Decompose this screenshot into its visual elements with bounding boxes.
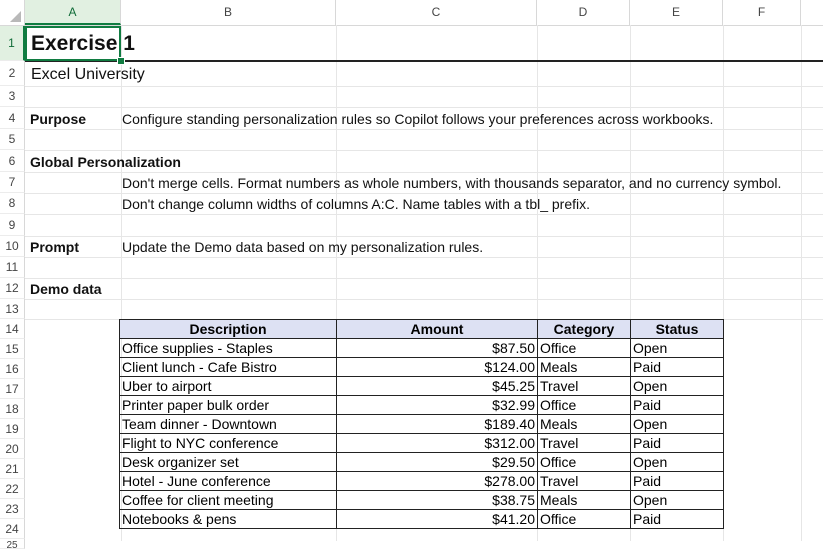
row-header-4[interactable]: 4 — [0, 107, 25, 129]
cell-description[interactable]: Team dinner - Downtown — [120, 415, 337, 434]
cell-description[interactable]: Notebooks & pens — [120, 510, 337, 529]
cell-description[interactable]: Office supplies - Staples — [120, 339, 337, 358]
gridline — [25, 107, 823, 108]
row-header-16[interactable]: 16 — [0, 359, 25, 379]
column-header-e[interactable]: E — [630, 0, 723, 25]
global-rule-line-2[interactable]: Don't change column widths of columns A:C. Name tables with a tbl_ prefix. — [122, 196, 591, 212]
active-cell-selection[interactable] — [25, 26, 121, 61]
column-header-a[interactable]: A — [25, 0, 121, 25]
cell-status[interactable]: Open — [631, 415, 724, 434]
header-amount[interactable]: Amount — [337, 320, 538, 339]
table-row — [120, 510, 724, 529]
cell-category[interactable]: Office — [538, 396, 631, 415]
cell-status[interactable]: Open — [631, 453, 724, 472]
gridline — [25, 129, 823, 130]
global-personalization-label[interactable]: Global Personalization — [30, 154, 181, 170]
cell-amount[interactable]: $32.99 — [337, 396, 538, 415]
column-header-b[interactable]: B — [121, 0, 336, 25]
row-header-20[interactable]: 20 — [0, 439, 25, 459]
cell-status[interactable]: Paid — [631, 358, 724, 377]
row-header-19[interactable]: 19 — [0, 419, 25, 439]
cell-category[interactable]: Meals — [538, 491, 631, 510]
cell-category[interactable]: Travel — [538, 434, 631, 453]
purpose-text[interactable]: Configure standing personalization rules so Copilot follows your preferences across workbooks. — [122, 111, 714, 127]
table-header-row — [120, 320, 724, 339]
cell-description[interactable]: Client lunch - Cafe Bistro — [120, 358, 337, 377]
gridline — [25, 172, 823, 173]
title-bottom-border — [25, 60, 823, 62]
gridline — [25, 193, 823, 194]
cell-description[interactable]: Hotel - June conference — [120, 472, 337, 491]
gridline — [25, 278, 823, 279]
cell-description[interactable]: Printer paper bulk order — [120, 396, 337, 415]
sheet-subtitle[interactable]: Excel University — [31, 66, 145, 83]
cell-status[interactable]: Paid — [631, 396, 724, 415]
cell-status[interactable]: Open — [631, 491, 724, 510]
sheet-title[interactable]: Exercise 1 — [31, 32, 135, 55]
cell-amount[interactable]: $87.50 — [337, 339, 538, 358]
table-row — [120, 453, 724, 472]
column-header-c[interactable]: C — [336, 0, 537, 25]
header-status[interactable]: Status — [631, 320, 724, 339]
prompt-label[interactable]: Prompt — [30, 239, 79, 255]
cell-category[interactable]: Travel — [538, 377, 631, 396]
demo-data-label[interactable]: Demo data — [30, 281, 102, 297]
cell-status[interactable]: Open — [631, 377, 724, 396]
column-header-d[interactable]: D — [537, 0, 630, 25]
gridline — [25, 214, 823, 215]
column-header-bar — [0, 0, 823, 26]
row-header-5[interactable]: 5 — [0, 129, 25, 150]
cell-category[interactable]: Travel — [538, 472, 631, 491]
cell-description[interactable]: Uber to airport — [120, 377, 337, 396]
select-all-button[interactable] — [0, 0, 25, 25]
row-header-1[interactable]: 1 — [0, 26, 25, 61]
row-header-25[interactable]: 25 — [0, 539, 25, 549]
gridline — [25, 236, 823, 237]
global-rule-line-1[interactable]: Don't merge cells. Format numbers as whole numbers, with thousands separator, and no currency symbol. — [122, 175, 782, 191]
row-header-23[interactable]: 23 — [0, 499, 25, 519]
gridline — [801, 25, 802, 541]
demo-data-table — [119, 319, 724, 529]
header-category[interactable]: Category — [538, 320, 631, 339]
prompt-text[interactable]: Update the Demo data based on my personalization rules. — [122, 239, 484, 255]
table-row — [120, 358, 724, 377]
row-header-7[interactable]: 7 — [0, 172, 25, 193]
cell-status[interactable]: Paid — [631, 472, 724, 491]
purpose-label[interactable]: Purpose — [30, 111, 87, 127]
row-header-9[interactable]: 9 — [0, 214, 25, 236]
row-header-18[interactable]: 18 — [0, 399, 25, 419]
cell-status[interactable]: Paid — [631, 510, 724, 529]
cell-status[interactable]: Paid — [631, 434, 724, 453]
cell-category[interactable]: Office — [538, 510, 631, 529]
cell-description[interactable]: Coffee for client meeting — [120, 491, 337, 510]
cell-category[interactable]: Office — [538, 453, 631, 472]
row-header-14[interactable]: 14 — [0, 319, 25, 339]
cell-amount[interactable]: $41.20 — [337, 510, 538, 529]
cell-status[interactable]: Open — [631, 339, 724, 358]
row-header-3[interactable]: 3 — [0, 86, 25, 107]
header-description[interactable]: Description — [120, 320, 337, 339]
row-header-2[interactable]: 2 — [0, 61, 25, 86]
row-header-21[interactable]: 21 — [0, 459, 25, 479]
row-header-11[interactable]: 11 — [0, 257, 25, 278]
column-header-f[interactable]: F — [723, 0, 801, 25]
cell-category[interactable]: Office — [538, 339, 631, 358]
gridline — [25, 299, 823, 300]
row-header-10[interactable]: 10 — [0, 236, 25, 257]
select-all-triangle-icon — [10, 11, 21, 22]
table-row — [120, 434, 724, 453]
row-header-13[interactable]: 13 — [0, 299, 25, 319]
table-row — [120, 377, 724, 396]
cell-amount[interactable]: $38.75 — [337, 491, 538, 510]
row-header-17[interactable]: 17 — [0, 379, 25, 399]
table-row — [120, 339, 724, 358]
cell-amount[interactable]: $45.25 — [337, 377, 538, 396]
cell-amount[interactable]: $278.00 — [337, 472, 538, 491]
cell-amount[interactable]: $124.00 — [337, 358, 538, 377]
row-header-8[interactable]: 8 — [0, 193, 25, 214]
cell-category[interactable]: Meals — [538, 415, 631, 434]
row-header-24[interactable]: 24 — [0, 519, 25, 539]
row-header-22[interactable]: 22 — [0, 479, 25, 499]
cell-amount[interactable]: $29.50 — [337, 453, 538, 472]
table-row — [120, 472, 724, 491]
cell-amount[interactable]: $312.00 — [337, 434, 538, 453]
cell-description[interactable]: Desk organizer set — [120, 453, 337, 472]
row-header-12[interactable]: 12 — [0, 278, 25, 299]
gridline — [25, 150, 823, 151]
cell-description[interactable]: Flight to NYC conference — [120, 434, 337, 453]
cell-amount[interactable]: $189.40 — [337, 415, 538, 434]
table-row — [120, 415, 724, 434]
fill-handle[interactable] — [117, 57, 125, 65]
table-row — [120, 396, 724, 415]
gridline — [25, 257, 823, 258]
row-header-15[interactable]: 15 — [0, 339, 25, 359]
gridline — [25, 86, 823, 87]
table-row — [120, 491, 724, 510]
cell-category[interactable]: Meals — [538, 358, 631, 377]
row-header-6[interactable]: 6 — [0, 150, 25, 172]
